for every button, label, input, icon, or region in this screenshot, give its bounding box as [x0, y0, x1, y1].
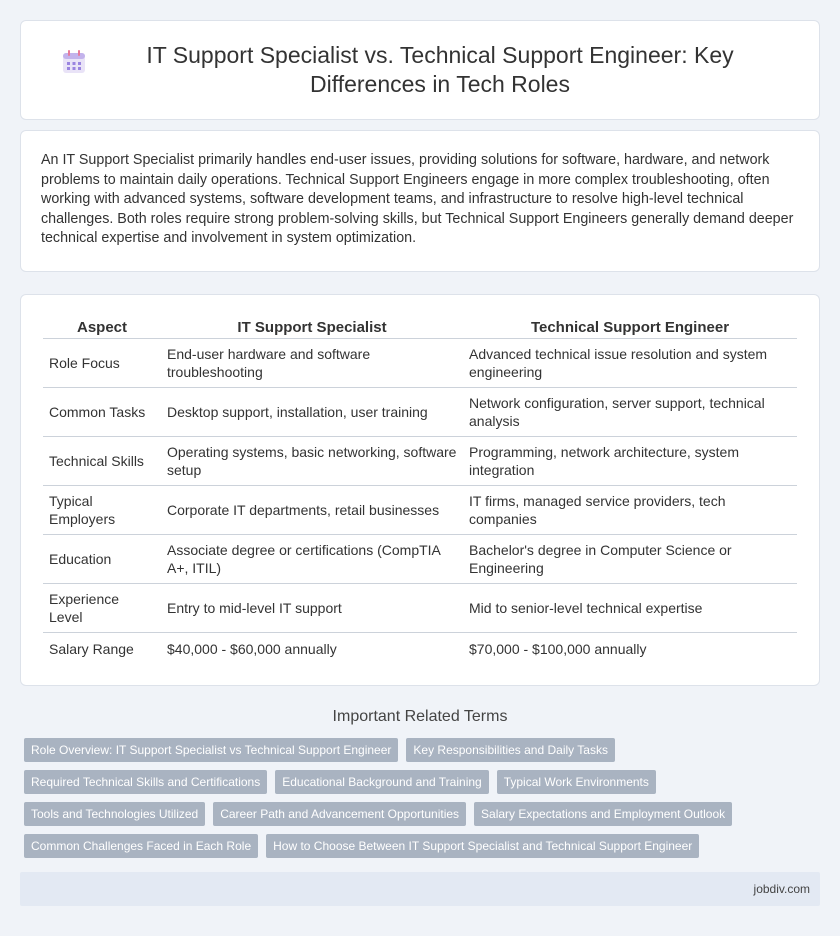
table-cell: IT firms, managed service providers, tech companies — [463, 486, 797, 535]
table-cell: End-user hardware and software troubleshooting — [161, 339, 463, 388]
table-cell: Entry to mid-level IT support — [161, 584, 463, 633]
intro-card — [20, 130, 820, 272]
comparison-table — [43, 311, 797, 665]
related-terms-title: Important Related Terms — [332, 708, 508, 725]
table-cell: Desktop support, installation, user training — [161, 388, 463, 437]
related-term-tag[interactable]: How to Choose Between IT Support Specialist and Technical Support Engineer — [266, 834, 699, 858]
table-cell-aspect: Common Tasks — [43, 388, 161, 437]
related-term-tag[interactable]: Common Challenges Faced in Each Role — [24, 834, 258, 858]
footer-site-link[interactable]: jobdiv.com — [753, 882, 810, 896]
table-cell: Bachelor's degree in Computer Science or Engineering — [463, 535, 797, 584]
table-row — [43, 486, 797, 535]
table-header-row — [43, 311, 797, 339]
table-row — [43, 388, 797, 437]
table-cell: Advanced technical issue resolution and system engineering — [463, 339, 797, 388]
related-terms-tags — [0, 738, 840, 858]
table-cell: $40,000 - $60,000 annually — [167, 641, 337, 657]
column-header-aspect: Aspect — [43, 311, 161, 339]
calendar-icon — [61, 49, 87, 75]
comparison-table-card — [20, 294, 820, 686]
table-cell-aspect: Typical Employers — [43, 486, 161, 535]
header-inner — [61, 41, 779, 99]
related-term-tag[interactable]: Typical Work Environments — [497, 770, 656, 794]
footer — [20, 872, 820, 906]
table-cell: Associate degree or certifications (CompTIA A+, ITIL) — [161, 535, 463, 584]
related-term-tag[interactable]: Required Technical Skills and Certifications — [24, 770, 267, 794]
table-row — [43, 584, 797, 633]
related-term-tag[interactable]: Educational Background and Training — [275, 770, 488, 794]
table-cell-aspect: Education — [43, 535, 161, 584]
table-cell: Network configuration, server support, technical analysis — [463, 388, 797, 437]
column-header-technical-support-engineer: Technical Support Engineer — [463, 311, 797, 339]
table-cell-aspect: Experience Level — [43, 584, 161, 633]
table-row — [43, 633, 797, 666]
table-cell-aspect: Salary Range — [49, 641, 134, 657]
related-term-tag[interactable]: Role Overview: IT Support Specialist vs Technical Support Engineer — [24, 738, 398, 762]
related-term-tag[interactable]: Key Responsibilities and Daily Tasks — [406, 738, 615, 762]
table-cell-aspect: Technical Skills — [43, 437, 161, 486]
related-term-tag[interactable]: Salary Expectations and Employment Outlook — [474, 802, 732, 826]
table-row — [43, 535, 797, 584]
table-row — [43, 437, 797, 486]
table-cell: Operating systems, basic networking, software setup — [161, 437, 463, 486]
intro-paragraph: An IT Support Specialist primarily handles end-user issues, providing solutions for software, hardware, and network problems to maintain daily operations. Technical Support Engineers engage in more complex troubleshooting, often working with advanced systems, software development teams, and infrastructure to resolve high-level technical challenges. Both roles require strong problem-solving skills, but Technical Support Engineers generally demand deeper technical expertise and involvement in system optimization. — [41, 152, 794, 247]
related-term-tag[interactable]: Career Path and Advancement Opportunities — [213, 802, 466, 826]
page-title: IT Support Specialist vs. Technical Support Engineer: Key Differences in Tech Roles — [146, 42, 734, 97]
table-cell: Corporate IT departments, retail businesses — [161, 486, 463, 535]
table-cell: Programming, network architecture, system integration — [463, 437, 797, 486]
table-cell: Mid to senior-level technical expertise — [463, 584, 797, 633]
table-cell-aspect: Role Focus — [43, 339, 161, 388]
header-card — [20, 20, 820, 120]
table-cell: $70,000 - $100,000 annually — [469, 641, 647, 657]
table-row — [43, 339, 797, 388]
column-header-it-support-specialist: IT Support Specialist — [161, 311, 463, 339]
related-term-tag[interactable]: Tools and Technologies Utilized — [24, 802, 205, 826]
